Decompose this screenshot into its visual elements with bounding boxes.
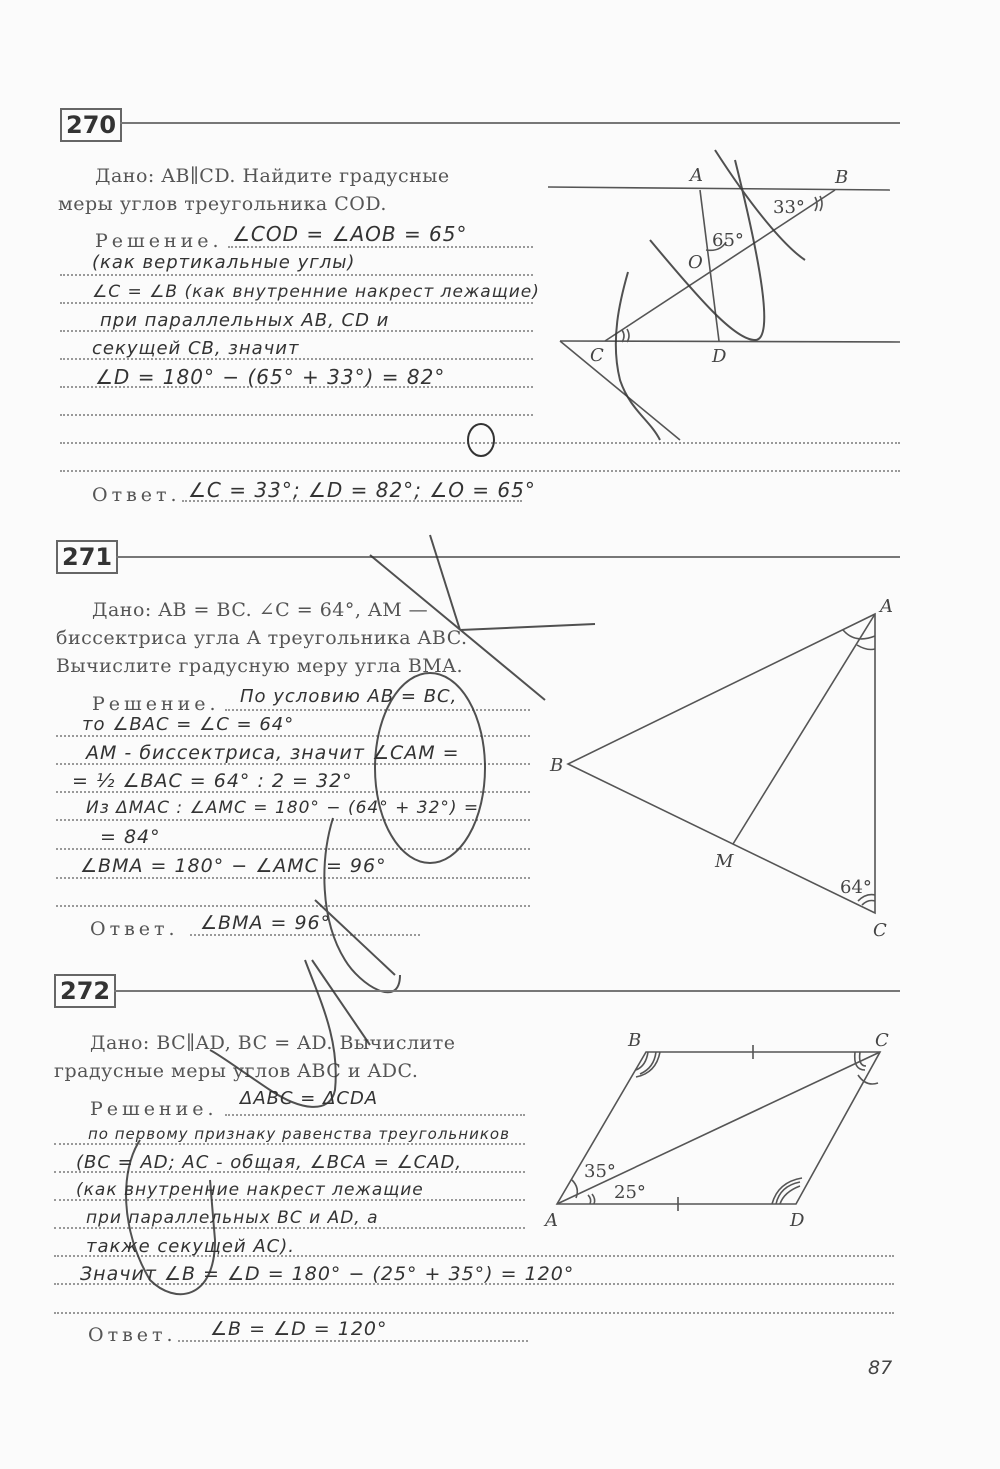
handwritten-line: ΔABC = ΔCDA [240, 1088, 379, 1109]
given-text: меры углов треугольника COD. [58, 193, 387, 215]
given-text: Вычислите градусную меру угла BMA. [56, 655, 464, 677]
angle-label: 33° [773, 197, 805, 218]
handwritten-line: также секущей AC). [86, 1236, 295, 1257]
dotted-line [56, 848, 530, 850]
section-rule [114, 990, 900, 992]
dotted-line [56, 819, 530, 821]
point-label-b: B [628, 1030, 642, 1051]
point-label-d: D [712, 346, 727, 367]
angle-label: 64° [840, 877, 872, 898]
handwritten-line: по первому признаку равенства треугольников [88, 1125, 510, 1143]
dotted-line [60, 274, 533, 276]
dotted-line [56, 877, 530, 879]
dotted-line [178, 1340, 528, 1342]
page-number: 87 [868, 1357, 893, 1379]
answer-text: ∠B = ∠D = 120° [210, 1318, 388, 1340]
dotted-line [228, 246, 533, 248]
section-rule [120, 122, 900, 124]
solution-label: Решение. [92, 693, 220, 715]
handwritten-line: AM - биссектриса, значит ∠CAM = [86, 742, 460, 764]
point-label-o: O [688, 252, 703, 273]
point-label-m: M [715, 851, 734, 872]
point-label-c: C [873, 920, 887, 941]
handwritten-line: (BC = AD; AC - общая, ∠BCA = ∠CAD, [76, 1152, 463, 1173]
dotted-line [56, 905, 530, 907]
angle-label: 65° [712, 230, 744, 251]
point-label-b: B [550, 755, 564, 776]
handwritten-line: = ½ ∠BAC = 64° : 2 = 32° [72, 770, 353, 792]
point-label-a: A [690, 165, 703, 186]
handwritten-line: ∠COD = ∠AOB = 65° [232, 222, 468, 246]
dotted-line [60, 414, 533, 416]
answer-text: ∠BMA = 96° [200, 912, 332, 934]
answer-label: Ответ. [90, 918, 179, 940]
solution-label: Решение. [95, 230, 223, 252]
dotted-line [56, 735, 530, 737]
point-label-a: A [545, 1210, 558, 1231]
handwritten-line: (как вертикальные углы) [92, 252, 356, 273]
handwritten-line: то ∠BAC = ∠C = 64° [82, 714, 295, 735]
dotted-line [60, 442, 900, 444]
given-text: Дано: AB∥CD. Найдите градусные [95, 165, 450, 187]
dotted-line [225, 709, 530, 711]
point-label-c: C [875, 1030, 889, 1051]
handwritten-line: ∠C = ∠B (как внутренние накрест лежащие) [92, 282, 540, 302]
problem-number: 270 [60, 108, 122, 142]
problem-number: 271 [56, 540, 118, 574]
dotted-line [60, 302, 533, 304]
handwritten-line: ∠D = 180° − (65° + 33°) = 82° [95, 365, 446, 389]
answer-text: ∠C = 33°; ∠D = 82°; ∠O = 65° [188, 478, 536, 502]
handwritten-line: ∠BMA = 180° − ∠AMC = 96° [80, 855, 387, 877]
handwritten-line: По условию AB = BC, [240, 686, 458, 707]
given-text: Дано: AB = BC. ∠C = 64°, AM — [92, 599, 429, 621]
dotted-line [54, 1143, 525, 1145]
problem-number: 272 [54, 974, 116, 1008]
angle-label: 35° [584, 1161, 616, 1182]
point-label-d: D [790, 1210, 805, 1231]
handwritten-line: = 84° [100, 826, 161, 848]
given-text: градусные меры углов ABC и ADC. [54, 1060, 419, 1082]
point-label-c: C [590, 345, 604, 366]
dotted-line [190, 934, 420, 936]
answer-label: Ответ. [88, 1324, 177, 1346]
handwritten-line: Значит ∠B = ∠D = 180° − (25° + 35°) = 120° [80, 1263, 575, 1285]
point-label-b: B [835, 167, 849, 188]
handwritten-line: при параллельных AB, CD и [100, 310, 390, 331]
handwritten-line: Из ΔMAC : ∠AMC = 180° − (64° + 32°) = [86, 798, 480, 818]
handwritten-line: при параллельных BC и AD, а [86, 1208, 379, 1228]
dotted-line [60, 470, 900, 472]
given-text: Дано: BC∥AD, BC = AD. Вычислите [90, 1032, 456, 1054]
section-rule [116, 556, 900, 558]
dotted-line [54, 1312, 894, 1314]
answer-label: Ответ. [92, 484, 181, 506]
point-label-a: A [880, 596, 893, 617]
angle-label: 25° [614, 1182, 646, 1203]
dotted-line [225, 1114, 525, 1116]
handwritten-line: секущей CB, значит [92, 338, 300, 359]
solution-label: Решение. [90, 1098, 218, 1120]
given-text: биссектриса угла A треугольника ABC. [56, 627, 468, 649]
handwritten-line: (как внутренние накрест лежащие [76, 1180, 424, 1200]
